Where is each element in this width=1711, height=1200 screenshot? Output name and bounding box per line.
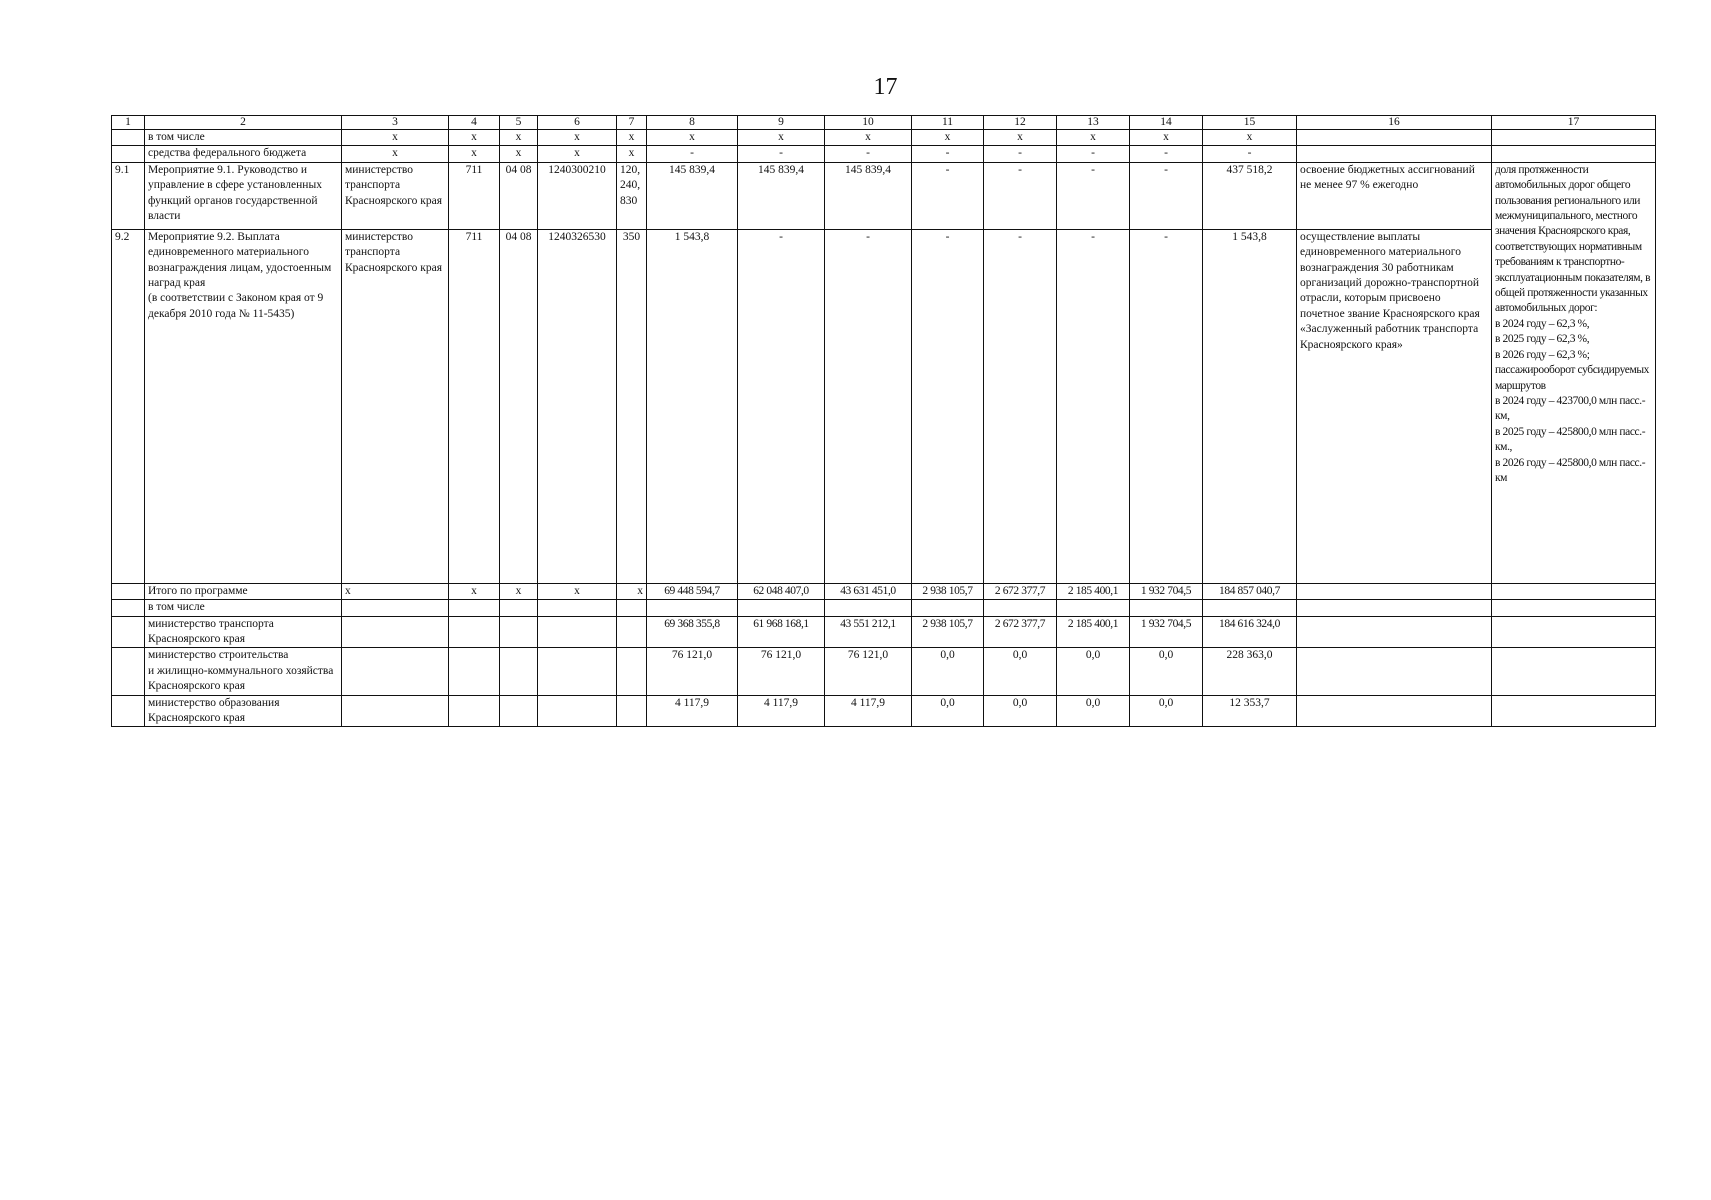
cell-x: x: [1130, 130, 1203, 146]
amount-cell: 43 631 451,0: [825, 583, 912, 599]
cell-empty: [1492, 146, 1656, 162]
row-label: в том числе: [145, 130, 342, 146]
column-number: 4: [449, 116, 500, 130]
expected-result: осуществление выплаты единовременного материального вознаграждения 30 работникам организаций дорожно-транспортной отрасли, которым присвоено почетное звание Красноярского края «Заслуженный работник транспорта Красноярского края»: [1297, 229, 1492, 583]
row-label: средства федерального бюджета: [145, 146, 342, 162]
row-label: министерство образования Красноярского края: [145, 695, 342, 727]
cell-x: x: [342, 146, 449, 162]
amount-cell: -: [912, 146, 984, 162]
amount-cell: -: [738, 229, 825, 583]
table-row-federal: [112, 146, 1656, 162]
amount-cell: 1 543,8: [1203, 229, 1297, 583]
cell-x: x: [500, 583, 538, 599]
cell-empty: [538, 648, 617, 695]
amount-cell: 0,0: [984, 648, 1057, 695]
amount-cell: -: [1057, 146, 1130, 162]
cell-x: x: [538, 583, 617, 599]
grbs-code: 711: [449, 229, 500, 583]
target-article-code: 1240300210: [538, 162, 617, 229]
cell-x: x: [538, 146, 617, 162]
amount-cell: 0,0: [1130, 648, 1203, 695]
cell-empty: [449, 616, 500, 648]
column-number: 2: [145, 116, 342, 130]
column-number: 1: [112, 116, 145, 130]
cell-empty: [647, 600, 738, 616]
table-row-ministry-education: [112, 695, 1656, 727]
amount-cell: -: [912, 162, 984, 229]
cell-empty: [112, 146, 145, 162]
cell-x: x: [449, 583, 500, 599]
row-label: министерство транспорта Красноярского края: [145, 616, 342, 648]
column-number: 7: [617, 116, 647, 130]
cell-x: x: [538, 130, 617, 146]
table-row-ministry-transport: [112, 616, 1656, 648]
cell-x: x: [1203, 130, 1297, 146]
cell-x: x: [500, 130, 538, 146]
expense-type-code: 120, 240, 830: [617, 162, 647, 229]
cell-empty: [342, 616, 449, 648]
cell-empty: [449, 695, 500, 727]
column-number: 17: [1492, 116, 1656, 130]
amount-cell: 2 938 105,7: [912, 583, 984, 599]
amount-cell: -: [1203, 146, 1297, 162]
cell-empty: [538, 600, 617, 616]
amount-cell: 12 353,7: [1203, 695, 1297, 727]
cell-x: x: [500, 146, 538, 162]
amount-cell: -: [825, 229, 912, 583]
responsible-ministry: министерство транспорта Красноярского края: [342, 229, 449, 583]
column-number: 5: [500, 116, 538, 130]
amount-cell: 2 185 400,1: [1057, 616, 1130, 648]
amount-cell: -: [825, 146, 912, 162]
page-number: 17: [873, 74, 898, 100]
cell-empty: [617, 648, 647, 695]
cell-empty: [617, 616, 647, 648]
column-number: 9: [738, 116, 825, 130]
amount-cell: 228 363,0: [1203, 648, 1297, 695]
cell-x: x: [912, 130, 984, 146]
column-number: 6: [538, 116, 617, 130]
amount-cell: 4 117,9: [738, 695, 825, 727]
amount-cell: -: [1130, 162, 1203, 229]
amount-cell: 0,0: [1057, 695, 1130, 727]
amount-cell: 2 672 377,7: [984, 583, 1057, 599]
target-article-code: 1240326530: [538, 229, 617, 583]
expense-type-code: 350: [617, 229, 647, 583]
amount-cell: 0,0: [984, 695, 1057, 727]
cell-empty: [1492, 616, 1656, 648]
table-row-total: [112, 583, 1656, 599]
amount-cell: 76 121,0: [825, 648, 912, 695]
amount-cell: 0,0: [1130, 695, 1203, 727]
amount-cell: -: [1130, 146, 1203, 162]
amount-cell: -: [1057, 229, 1130, 583]
cell-empty: [538, 616, 617, 648]
column-number: 3: [342, 116, 449, 130]
cell-x: x: [617, 146, 647, 162]
cell-empty: [112, 130, 145, 146]
amount-cell: 0,0: [912, 648, 984, 695]
cell-empty: [342, 648, 449, 695]
amount-cell: 4 117,9: [825, 695, 912, 727]
amount-cell: 61 968 168,1: [738, 616, 825, 648]
section-code: 04 08: [500, 229, 538, 583]
amount-cell: 145 839,4: [647, 162, 738, 229]
table-row-ministry-construction: [112, 648, 1656, 695]
cell-empty: [912, 600, 984, 616]
cell-empty: [738, 600, 825, 616]
target-indicators: доля протяженности автомобильных дорог общего пользования регионального или межмуниципального, местного значения Красноярского края, соответствующих нормативным требованиям к транспортно-эксплуатационным показателям, в общей протяженности указанных автомобильных дорог: в 2024 году – 62,3 %, в 2025 году – 62,3 %, в 2026 году – 62,3 %; пассажирооборот субсидируемых маршрутов в 2024 году – 423700,0 млн пасс.-км, в 2025 году – 425800,0 млн пасс.-км., в 2026 году – 425800,0 млн пасс.-км: [1492, 162, 1656, 583]
cell-empty: [1297, 130, 1492, 146]
column-number: 15: [1203, 116, 1297, 130]
amount-cell: 1 932 704,5: [1130, 616, 1203, 648]
cell-empty: [1492, 130, 1656, 146]
amount-cell: 76 121,0: [647, 648, 738, 695]
column-number: 12: [984, 116, 1057, 130]
amount-cell: 4 117,9: [647, 695, 738, 727]
cell-x: x: [342, 583, 449, 599]
amount-cell: 0,0: [1057, 648, 1130, 695]
amount-cell: 2 672 377,7: [984, 616, 1057, 648]
cell-x: x: [738, 130, 825, 146]
cell-empty: [1297, 600, 1492, 616]
amount-cell: 43 551 212,1: [825, 616, 912, 648]
amount-cell: -: [647, 146, 738, 162]
cell-x: x: [825, 130, 912, 146]
cell-empty: [112, 648, 145, 695]
amount-cell: 2 938 105,7: [912, 616, 984, 648]
measure-name: Мероприятие 9.2. Выплата единовременного материального вознаграждения лицам, удостоенным наград края (в соответствии с Законом края от 9 декабря 2010 года № 11-5435): [145, 229, 342, 583]
cell-empty: [1297, 695, 1492, 727]
cell-x: x: [984, 130, 1057, 146]
cell-empty: [500, 600, 538, 616]
amount-cell: 437 518,2: [1203, 162, 1297, 229]
cell-empty: [449, 600, 500, 616]
column-number: 10: [825, 116, 912, 130]
table-row-measure-9-1: [112, 162, 1656, 229]
table-row-measure-9-2: [112, 229, 1656, 583]
amount-cell: -: [984, 229, 1057, 583]
cell-empty: [984, 600, 1057, 616]
cell-empty: [1203, 600, 1297, 616]
cell-empty: [449, 648, 500, 695]
column-number: 16: [1297, 116, 1492, 130]
cell-x: x: [449, 130, 500, 146]
cell-empty: [1297, 616, 1492, 648]
amount-cell: 76 121,0: [738, 648, 825, 695]
cell-empty: [538, 695, 617, 727]
amount-cell: -: [984, 162, 1057, 229]
amount-cell: 1 543,8: [647, 229, 738, 583]
row-label: министерство строительства и жилищно-коммунального хозяйства Красноярского края: [145, 648, 342, 695]
grbs-code: 711: [449, 162, 500, 229]
cell-empty: [1297, 648, 1492, 695]
cell-empty: [342, 600, 449, 616]
cell-x: x: [647, 130, 738, 146]
amount-cell: 69 448 594,7: [647, 583, 738, 599]
cell-empty: [617, 695, 647, 727]
amount-cell: -: [1130, 229, 1203, 583]
cell-empty: [1492, 600, 1656, 616]
cell-empty: [342, 695, 449, 727]
cell-empty: [1492, 583, 1656, 599]
cell-empty: [500, 695, 538, 727]
amount-cell: 145 839,4: [738, 162, 825, 229]
amount-cell: 184 616 324,0: [1203, 616, 1297, 648]
amount-cell: 1 932 704,5: [1130, 583, 1203, 599]
cell-empty: [500, 616, 538, 648]
row-number: 9.1: [112, 162, 145, 229]
cell-empty: [825, 600, 912, 616]
cell-empty: [1057, 600, 1130, 616]
cell-empty: [1297, 146, 1492, 162]
cell-x: x: [617, 130, 647, 146]
cell-empty: [617, 600, 647, 616]
amount-cell: 184 857 040,7: [1203, 583, 1297, 599]
cell-empty: [112, 616, 145, 648]
row-label: в том числе: [145, 600, 342, 616]
cell-empty: [1492, 695, 1656, 727]
amount-cell: -: [738, 146, 825, 162]
amount-cell: 145 839,4: [825, 162, 912, 229]
row-label: Итого по программе: [145, 583, 342, 599]
amount-cell: -: [1057, 162, 1130, 229]
cell-x: x: [342, 130, 449, 146]
responsible-ministry: министерство транспорта Красноярского края: [342, 162, 449, 229]
column-number: 14: [1130, 116, 1203, 130]
cell-empty: [1297, 583, 1492, 599]
cell-x: x: [449, 146, 500, 162]
amount-cell: 0,0: [912, 695, 984, 727]
column-number: 11: [912, 116, 984, 130]
cell-empty: [1130, 600, 1203, 616]
cell-empty: [112, 583, 145, 599]
expected-result: освоение бюджетных ассигнований не менее 97 % ежегодно: [1297, 162, 1492, 229]
budget-table: [111, 115, 1656, 727]
cell-x: x: [1057, 130, 1130, 146]
column-number: 8: [647, 116, 738, 130]
column-number: 13: [1057, 116, 1130, 130]
row-number: 9.2: [112, 229, 145, 583]
table-row-including: [112, 130, 1656, 146]
cell-empty: [112, 600, 145, 616]
measure-name: Мероприятие 9.1. Руководство и управление в сфере установленных функций органов государственной власти: [145, 162, 342, 229]
amount-cell: -: [984, 146, 1057, 162]
amount-cell: 2 185 400,1: [1057, 583, 1130, 599]
amount-cell: -: [912, 229, 984, 583]
amount-cell: 69 368 355,8: [647, 616, 738, 648]
cell-empty: [1492, 648, 1656, 695]
section-code: 04 08: [500, 162, 538, 229]
column-number-row: [112, 116, 1656, 130]
table-row-including: [112, 600, 1656, 616]
cell-x: x: [617, 583, 647, 599]
cell-empty: [500, 648, 538, 695]
cell-empty: [112, 695, 145, 727]
amount-cell: 62 048 407,0: [738, 583, 825, 599]
